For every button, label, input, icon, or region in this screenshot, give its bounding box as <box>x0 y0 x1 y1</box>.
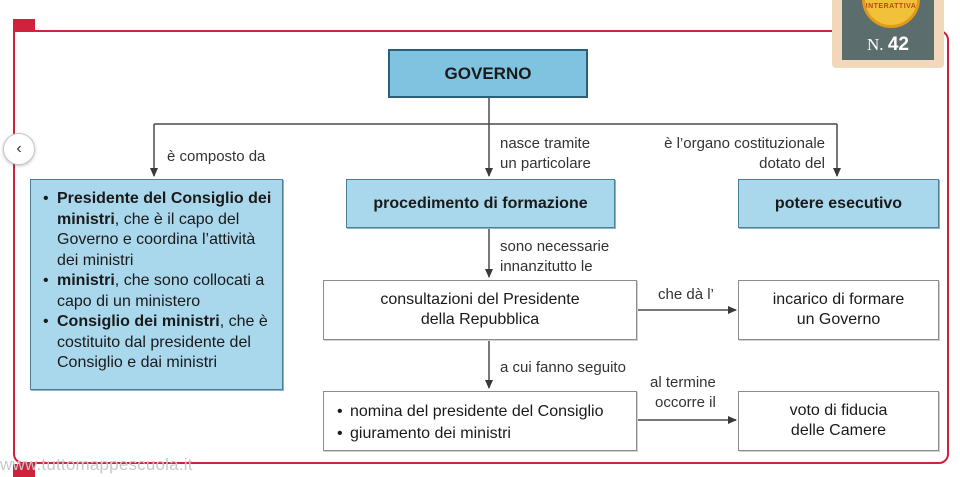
label-needed-2: innanzitutto le <box>500 258 593 275</box>
vote-node <box>738 391 939 451</box>
label-born-1: nasce tramite <box>500 135 591 152</box>
label-organ-1: è l’organo costituzionale <box>664 135 825 152</box>
label-end-1: al termine <box>650 374 716 391</box>
vote-line-2: delle Camere <box>790 422 887 439</box>
task-node <box>738 280 939 340</box>
root-title: GOVERNO <box>444 63 532 83</box>
procedure-node <box>346 179 615 228</box>
label-end-2: occorre il <box>655 394 716 411</box>
composition-item <box>57 312 274 374</box>
label-followed: a cui fanno seguito <box>500 359 626 376</box>
task-line-1: incarico di formare <box>772 291 905 308</box>
step-item: • giuramento dei ministri <box>350 423 636 445</box>
map-number-prefix: N. <box>867 35 884 54</box>
composition-desc: , che è il capo del Governo e coordina l’attività dei ministri <box>57 210 256 269</box>
task-line-2: un Governo <box>796 311 881 328</box>
chevron-left-icon: ‹ <box>16 140 22 157</box>
label-gives: che dà l’ <box>658 286 714 303</box>
label-needed-1: sono necessarie <box>500 238 610 255</box>
executive-text: potere esecutivo <box>774 194 903 212</box>
watermark: www.tuttomappescuola.it <box>0 455 193 474</box>
composition-item <box>57 189 274 271</box>
composition-term: Consiglio dei ministri <box>57 313 220 330</box>
composition-box <box>30 179 283 390</box>
executive-power-node <box>738 179 939 228</box>
root-node-governo <box>388 49 588 98</box>
consultations-node <box>323 280 637 340</box>
steps-list <box>334 401 636 445</box>
label-organ-2: dotato del <box>759 155 825 172</box>
steps-node <box>323 391 637 451</box>
consultations-line-1: consultazioni del Presidente <box>380 291 580 308</box>
composition-item <box>57 271 274 312</box>
seal-text: INTERATTIVA <box>865 3 917 10</box>
procedure-text: procedimento di formazione <box>373 194 588 212</box>
composition-desc: , che sono collocati a capo di un ministero <box>57 272 265 310</box>
label-composed: è composto da <box>167 148 266 165</box>
composition-list <box>39 189 274 374</box>
vote-line-1: voto di fiducia <box>789 402 888 419</box>
composition-desc: , che è costituito dal presidente del Consiglio e dai ministri <box>57 313 268 371</box>
map-number-value: 42 <box>887 34 909 55</box>
label-born-2: un particolare <box>500 155 591 172</box>
step-item: • nomina del presidente del Consiglio <box>350 401 636 423</box>
composition-term: Presidente del Consiglio dei ministri <box>57 190 272 228</box>
composition-term: ministri <box>57 272 115 289</box>
consultations-line-2: della Repubblica <box>420 311 540 328</box>
